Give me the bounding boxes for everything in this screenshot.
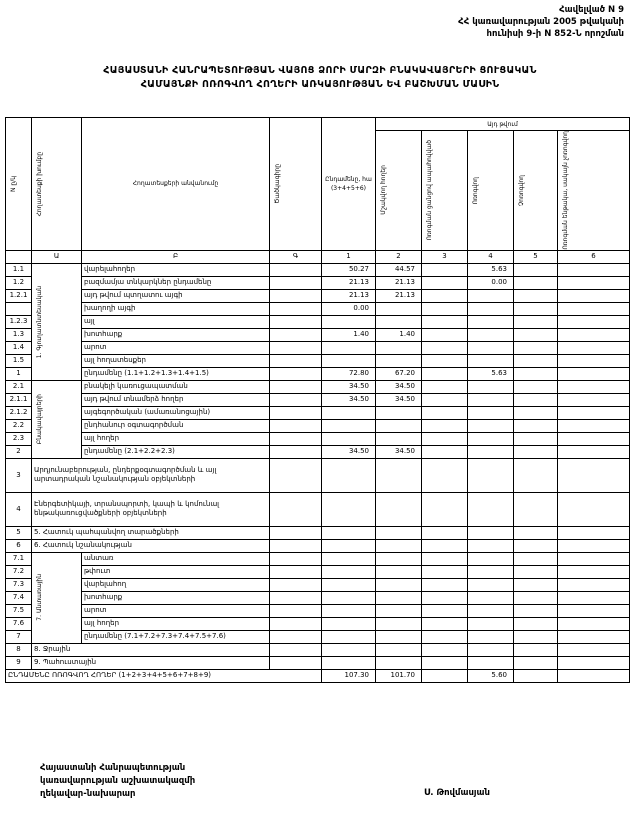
column-index-row: Ա Բ Գ 1 2 3 4 5 6	[6, 250, 630, 263]
group-settlements: Բնակավայրերի	[32, 380, 82, 458]
forest-row: 7.1 7. Անտառային անտառ	[6, 552, 630, 565]
table-row: 1.2 բազմամյա տնկարկներ ընդամենը 21.13 21.13 0.00	[6, 276, 630, 289]
forest-row: 7.6 այլ հողեր	[6, 617, 630, 630]
table-row: 2.1 Բնակավայրերի բնակելի կառուցապատման 34.50 34.50	[6, 380, 630, 393]
col-code: Ծածկագիրը	[270, 118, 322, 251]
table-row: 1.2.1 այդ թվում պտղատու այգի 21.13 21.13	[6, 289, 630, 302]
table-header-row-1	[6, 118, 630, 131]
appendix-header	[458, 4, 624, 40]
total-value: 107.30	[322, 669, 376, 682]
col-category: Հողատեսքի խումբը	[32, 118, 82, 251]
col-group-header: Այդ թվում	[376, 118, 630, 131]
table-row-9: 9 9. Պահուստային	[6, 656, 630, 669]
forest-row: 7 ընդամենը (7.1+7.2+7.3+7.4+7.5+7.6)	[6, 630, 630, 643]
table-row: 1.4 արոտ	[6, 341, 630, 354]
total-sub1: 101.70	[376, 669, 422, 682]
col-sub5: Ոռոգման ենթակա, սակայն չոռոգվող	[558, 131, 630, 251]
col-sub4: Չոռոգվող	[514, 131, 558, 251]
col-total: Ընդամենը, հա (3+4+5+6)	[322, 118, 376, 251]
col-name: Հողատեսքերի անվանումը	[82, 118, 270, 251]
table-row: 2 ընդամենը (2.1+2.2+2.3) 34.50 34.50	[6, 445, 630, 458]
table-row: 1.5 այլ հողատեսքեր	[6, 354, 630, 367]
table-row: 1.2.3 այլ	[6, 315, 630, 328]
forest-row: 7.5 արոտ	[6, 604, 630, 617]
table-row: 1.1 1. Գյուղատնտեսական վարելահողեր 50.27 44.57 5.63	[6, 263, 630, 276]
col-no: N ը/կ	[6, 118, 32, 251]
group-agricultural: 1. Գյուղատնտեսական	[32, 263, 82, 380]
table-row: 2.3 այլ հողեր	[6, 432, 630, 445]
appendix-decision: հունիսի 9-ի N 852-Ն որոշման	[486, 29, 624, 39]
table-row: 2.2 ընդհանուր օգտագործման	[6, 419, 630, 432]
land-table	[5, 117, 630, 683]
signer-name: Ս. Թովմասյան	[424, 788, 490, 798]
table-row: 1 ընդամենը (1.1+1.2+1.3+1.4+1.5) 72.80 67.20 5.63	[6, 367, 630, 380]
appendix-number: Հավելված N 9	[559, 5, 624, 15]
col-sub1: Մշակվող հողեր	[376, 131, 422, 251]
total-sub3: 5.60	[468, 669, 514, 682]
forest-row: 7.2 թփուտ	[6, 565, 630, 578]
total-label: ԸՆԴԱՄԵՆԸ ՈՌՈԳՎՈՂ ՀՈՂԵՐ (1+2+3+4+5+6+7+8+9)	[6, 669, 322, 682]
group-forest: 7. Անտառային	[32, 552, 82, 643]
table-row-5: 5 5. Հատուկ պահպանվող տարածքների	[6, 526, 630, 539]
table-total-row	[6, 669, 630, 682]
table-row-3: 3 Արդյունաբերության, ընդերքօգտագործման և այլ արտադրական նշանակության օբյեկտների	[6, 458, 630, 492]
forest-row: 7.3 վարելահող	[6, 578, 630, 591]
appendix-government: ՀՀ կառավարության 2005 թվականի	[458, 17, 624, 27]
table-row-8: 8 8. Ջրային	[6, 643, 630, 656]
col-sub3: Ոռոգվող	[468, 131, 514, 251]
table-row: խաղողի այգի 0.00	[6, 302, 630, 315]
footer-signature-block: Հայաստանի Հանրապետության կառավարության աշխատակազմի ղեկավար-նախարար	[40, 763, 196, 799]
table-row-6: 6 6. Հատուկ նշանակության	[6, 539, 630, 552]
table-row: 2.1.2 այգեգործական (ամառանոցային)	[6, 406, 630, 419]
forest-row: 7.4 խոտհարք	[6, 591, 630, 604]
table-row: 1.3 խոտհարք 1.40 1.40	[6, 328, 630, 341]
col-sub2: Ոռոգման ցանցով ապահովված	[422, 131, 468, 251]
table-row-4: 4 Էներգետիկայի, տրանսպորտի, կապի և կոմունալ ենթակառուցվածքների օբյեկտների	[6, 492, 630, 526]
title-line-1: ՀԱՅԱՍՏԱՆԻ ՀԱՆՐԱՊԵՏՈՒԹՅԱՆ ՎԱՅՈՑ ՁՈՐԻ ՄԱՐԶԻ ԲՆԱԿԱՎԱՅՐԵՐԻ ՑՈՒՑԱԿԱՆ	[103, 65, 537, 76]
title-line-2: ՀԱՄԱՅՆՔԻ ՈՌՈԳՎՈՂ ՀՈՂԵՐԻ ԱՌԿԱՅՈՒԹՅԱՆ ԵՎ ԲԱՇԽՄԱՆ ՄԱՍԻՆ	[140, 79, 500, 90]
document-title	[40, 64, 600, 92]
table-row: 2.1.1 այդ թվում տնամերձ հողեր 34.50 34.50	[6, 393, 630, 406]
